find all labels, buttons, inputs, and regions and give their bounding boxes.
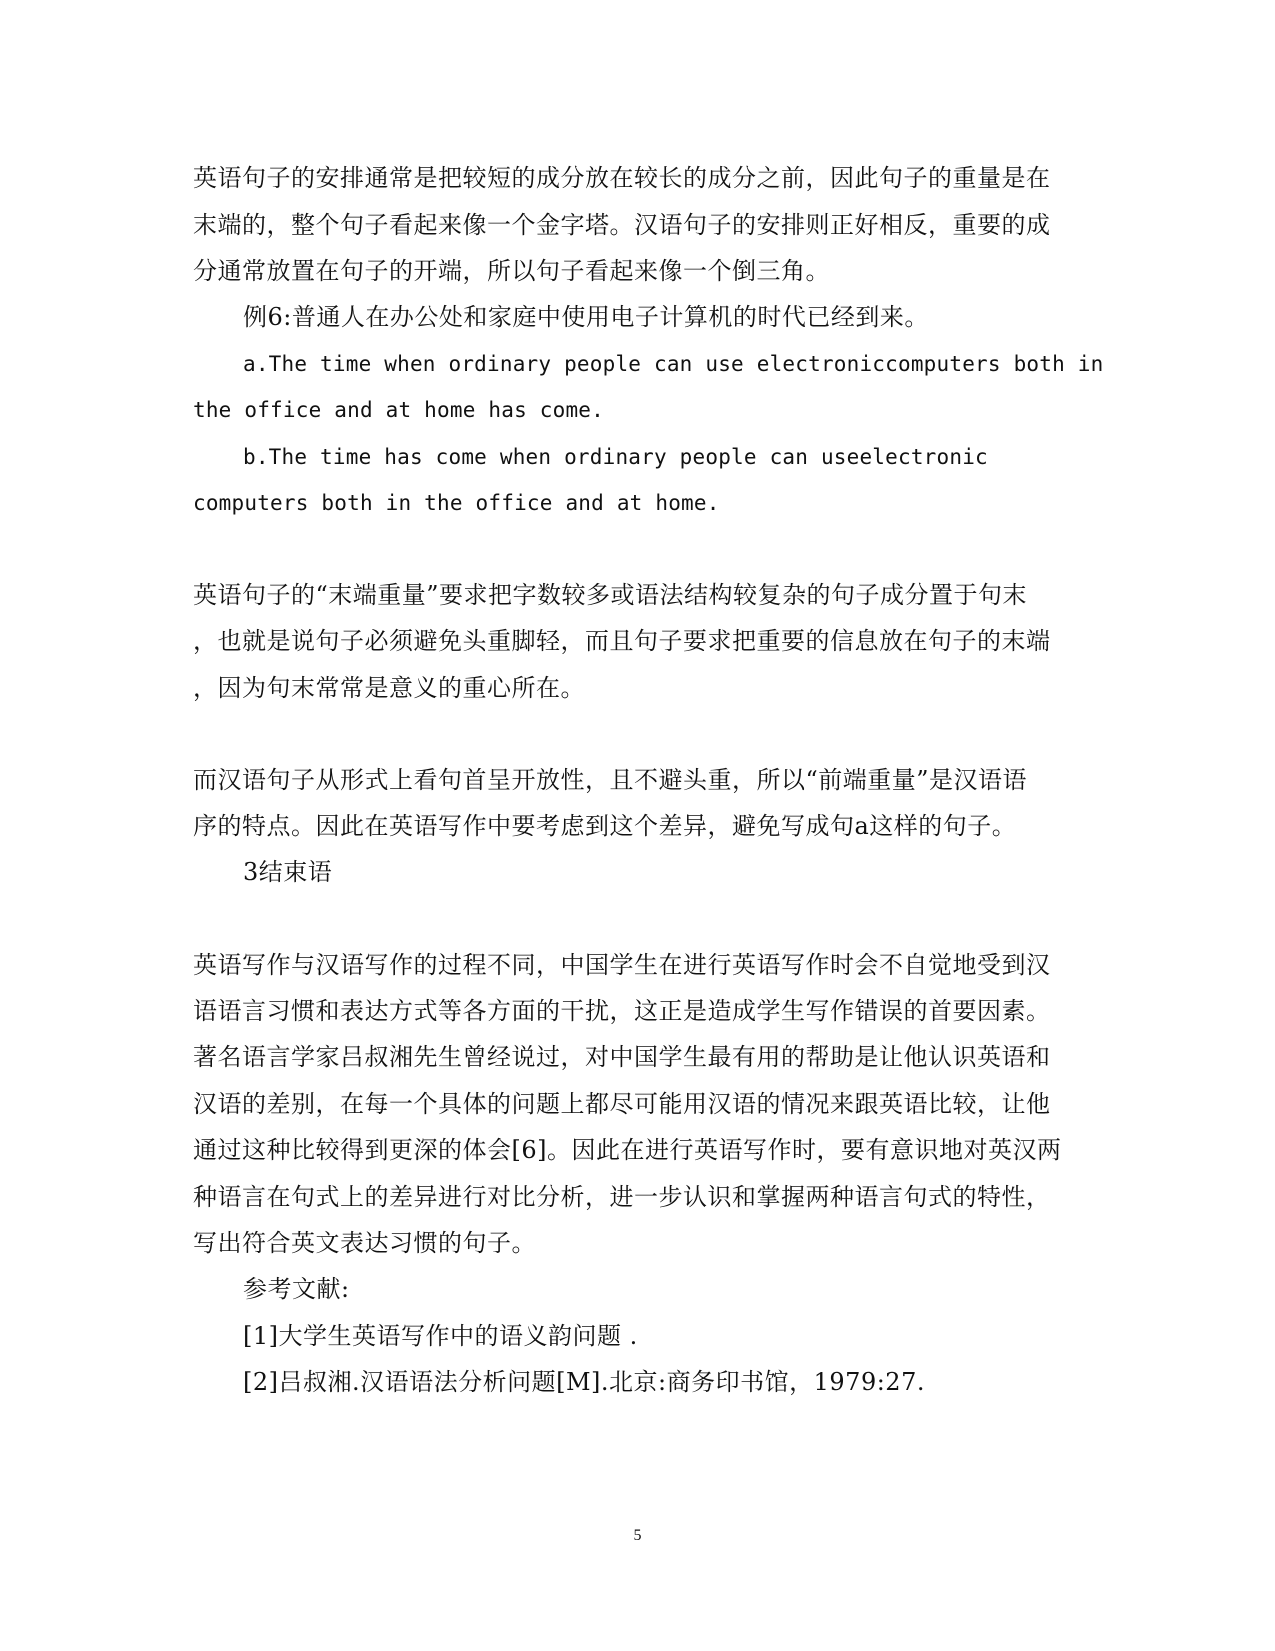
paragraph-4-line-6: 种语言在句式上的差异进行对比分析，进一步认识和掌握两种语言句式的特性，: [193, 1183, 1051, 1211]
example-heading: 例6:普通人在办公处和家庭中使用电子计算机的时代已经到来。: [243, 303, 929, 331]
page-number: 5: [633, 1527, 642, 1544]
paragraph-3-line-2: 序的特点。因此在英语写作中要考虑到这个差异，避免写成句a这样的句子。: [193, 812, 1017, 840]
paragraph-3-line-1: 而汉语句子从形式上看句首呈开放性，且不避头重，所以“前端重量”是汉语语: [193, 766, 1028, 794]
paragraph-2-line-2: ，也就是说句子必须避免头重脚轻，而且句子要求把重要的信息放在句子的末端: [193, 627, 1051, 655]
paragraph-4-line-4: 汉语的差别，在每一个具体的问题上都尽可能用汉语的情况来跟英语比较，让他: [193, 1090, 1051, 1118]
example-a-line-1: a.The time when ordinary people can use electroniccomputers both in: [243, 352, 1104, 376]
references-heading: 参考文献:: [243, 1275, 350, 1303]
reference-item-1: [1]大学生英语写作中的语义韵问题 .: [243, 1322, 638, 1350]
paragraph-1-line-1: 英语句子的安排通常是把较短的成分放在较长的成分之前，因此句子的重量是在: [193, 164, 1051, 192]
paragraph-1-line-3: 分通常放置在句子的开端，所以句子看起来像一个倒三角。: [193, 257, 830, 285]
paragraph-4-line-7: 写出符合英文表达习惯的句子。: [193, 1229, 536, 1257]
paragraph-2-line-3: ，因为句末常常是意义的重心所在。: [193, 674, 585, 702]
paragraph-4-line-3: 著名语言学家吕叔湘先生曾经说过，对中国学生最有用的帮助是让他认识英语和: [193, 1043, 1051, 1071]
paragraph-1-line-2: 末端的，整个句子看起来像一个金字塔。汉语句子的安排则正好相反，重要的成: [193, 211, 1051, 239]
paragraph-4-line-2: 语语言习惯和表达方式等各方面的干扰，这正是造成学生写作错误的首要因素。: [193, 997, 1051, 1025]
paragraph-4-line-1: 英语写作与汉语写作的过程不同，中国学生在进行英语写作时会不自觉地受到汉: [193, 951, 1051, 979]
reference-item-2: [2]吕叔湘.汉语语法分析问题[M].北京:商务印书馆，1979:27.: [243, 1368, 925, 1396]
example-b-line-1: b.The time has come when ordinary people can useelectronic: [243, 445, 988, 469]
example-b-line-2: computers both in the office and at home.: [193, 491, 720, 515]
example-a-line-2: the office and at home has come.: [193, 398, 604, 422]
paragraph-2-line-1: 英语句子的“末端重量”要求把字数较多或语法结构较复杂的句子成分置于句末: [193, 581, 1028, 609]
section-heading: 3结束语: [243, 858, 333, 886]
paragraph-4-line-5: 通过这种比较得到更深的体会[6]。因此在进行英语写作时，要有意识地对英汉两: [193, 1136, 1062, 1164]
